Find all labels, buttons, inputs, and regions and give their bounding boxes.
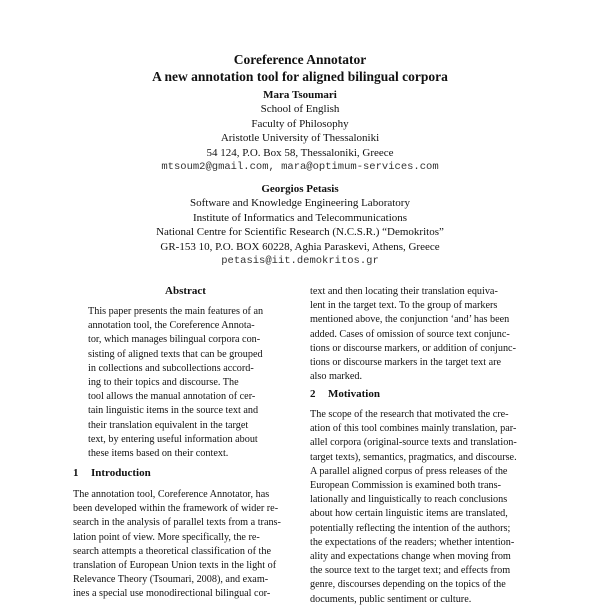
abstract-line: This paper presents the main features of an	[88, 306, 264, 317]
abstract-line: text, by entering useful information about	[88, 433, 258, 445]
section-title: Motivation	[328, 388, 380, 400]
body-line: about how certain linguistic items are translated,	[310, 508, 508, 520]
body-line: potentially reflecting the intention of the authors;	[310, 522, 511, 534]
body-line: added. Cases of omission of source text conjunc-	[310, 328, 510, 340]
body-line: also marked.	[310, 371, 363, 383]
body-line: Relevance Theory (Tsoumari, 2008), and exam-	[73, 574, 269, 586]
body-line: lation point of view. More specifically, the re-	[73, 531, 260, 543]
body-line: translation of European Union texts in the light of	[73, 560, 277, 572]
section-title: Introduction	[91, 467, 151, 479]
body-line: tions or discourse markers in the target text are	[310, 357, 502, 369]
body-line: genre, discourses depending on the topics of the	[310, 579, 506, 591]
abstract-line: their translation equivalent in the target	[88, 419, 249, 431]
title-line-2: A new annotation tool for aligned bilingual corpora	[152, 69, 448, 84]
body-line: ation of this tool combines mainly translation, par-	[310, 423, 517, 435]
body-line: European Commission is examined both trans-	[310, 480, 501, 492]
body-line: the source text to the target text; and effects from	[310, 565, 511, 577]
affiliation-line: Software and Knowledge Engineering Laboratory	[190, 197, 410, 209]
body-line: been developed within the framework of wider re-	[73, 503, 279, 515]
affiliation-line: National Centre for Scientific Research (N.C.S.R.) “Demokritos”	[156, 226, 444, 239]
body-line: the expectations of the readers; whether intention-	[310, 536, 515, 548]
author-block-1	[0, 88, 600, 174]
title-line-1: Coreference Annotator	[233, 52, 367, 67]
body-line: ines a special use monodirectional bilingual cor-	[73, 588, 271, 600]
abstract-line: tor, which manages bilingual corpora con-	[88, 334, 261, 346]
motivation-body	[310, 408, 532, 607]
section-heading-introduction	[73, 467, 151, 479]
affiliation-line: Institute of Informatics and Telecommunications	[192, 211, 408, 224]
introduction-body	[73, 488, 296, 602]
right-column-continuation	[310, 285, 532, 384]
affiliation-line: Faculty of Philosophy	[251, 117, 349, 130]
body-line: search in the analysis of parallel texts from a trans-	[73, 517, 281, 529]
author-name: Georgios Petasis	[261, 183, 339, 195]
body-line: lent in the target text. To the group of markers	[310, 300, 498, 312]
author-name: Mara Tsoumari	[263, 89, 337, 101]
abstract-line: in collections and subcollections accord-	[88, 362, 254, 374]
body-line: The annotation tool, Coreference Annotator, has	[73, 489, 270, 500]
affiliation-line: Aristotle University of Thessaloniki	[220, 132, 380, 145]
body-line: text and then locating their translation equiva-	[310, 286, 498, 297]
abstract-line: ing to their topics and discourse. The	[88, 377, 239, 389]
body-line: tions or discourse markers, or addition of conjunc-	[310, 342, 516, 354]
affiliation-line: GR-153 10, P.O. BOX 60228, Aghia Paraskevi, Athens, Greece	[160, 240, 440, 253]
abstract-body	[88, 305, 283, 461]
abstract-heading: Abstract	[165, 285, 206, 297]
body-line: ality and expectations change when moving from	[310, 551, 511, 563]
abstract-line: these items based on their context.	[88, 448, 229, 460]
affiliation-line: School of English	[260, 103, 340, 115]
affiliation-line: 54 124, P.O. Box 58, Thessaloniki, Greece	[206, 146, 394, 159]
section-number: 2	[310, 388, 316, 400]
abstract-line: tain linguistic items in the source text and	[88, 405, 259, 417]
section-heading-motivation	[310, 388, 380, 400]
paper-title	[0, 51, 600, 85]
section-number: 1	[73, 467, 79, 479]
body-line: target texts), semantics, pragmatics, and discourse.	[310, 451, 517, 463]
abstract-line: tool allows the manual annotation of cer-	[88, 391, 256, 403]
body-line: mentioned above, the conjunction ‘and’ has been	[310, 314, 510, 326]
body-line: allel corpora (original-source texts and translation-	[310, 437, 517, 449]
body-line: documents, public sentiment or culture.	[310, 593, 472, 605]
abstract-line: annotation tool, the Coreference Annota-	[88, 320, 255, 332]
body-line: search attempts a theoretical classification of the	[73, 545, 272, 557]
body-line: lationally and linguistically to reach conclusions	[310, 494, 508, 506]
abstract-line: sisting of aligned texts that can be grouped	[88, 348, 263, 360]
author-block-2	[0, 182, 600, 268]
author-email: petasis@iit.demokritos.gr	[221, 255, 379, 268]
author-email: mtsoum2@gmail.com, mara@optimum-services.com	[161, 161, 439, 174]
body-line: The scope of the research that motivated the cre-	[310, 409, 509, 420]
body-line: A parallel aligned corpus of press releases of the	[310, 465, 508, 477]
